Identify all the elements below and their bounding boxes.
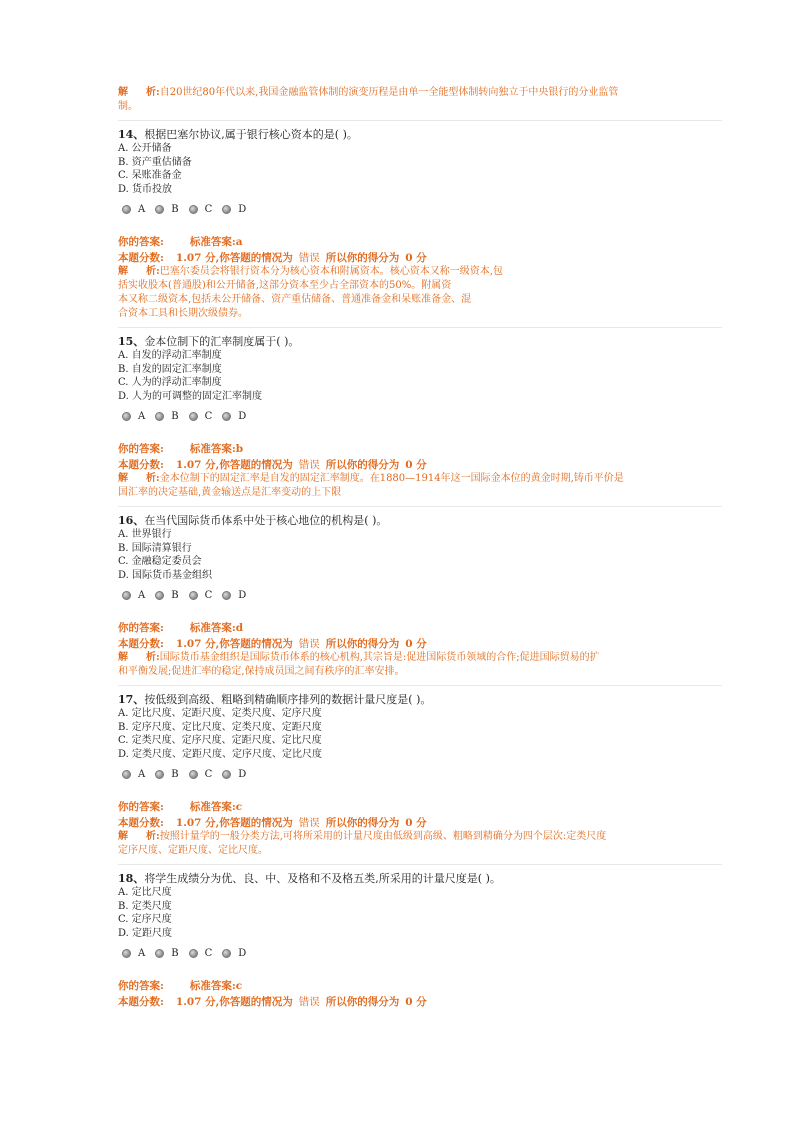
explanation-line	[118, 651, 722, 665]
option-item: C. 定序尺度	[118, 914, 172, 925]
status-value: 错误	[298, 459, 320, 471]
score-label: 本题分数:	[118, 638, 164, 650]
radio-label: B	[171, 947, 179, 959]
question-text: 金本位制下的汇率制度属于( )。	[144, 335, 300, 348]
score-row	[118, 995, 722, 1009]
option-item: B. 资产重估储备	[118, 156, 192, 168]
explanation-line	[118, 472, 722, 486]
radio-button-a[interactable]	[122, 770, 131, 779]
radio-label: D	[238, 589, 247, 601]
question-text: 根据巴塞尔协议,属于银行核心资本的是( )。	[144, 128, 358, 141]
explanation-line: 括实收股本(普通股)和公开储备,这部分资本至少占全部资本的50%。附属资	[118, 280, 452, 291]
standard-answer-value: c	[235, 980, 243, 992]
answer-row	[118, 621, 722, 635]
status-label: 你答题的情况为	[219, 638, 293, 650]
radio-label: B	[171, 589, 179, 601]
radio-button-a[interactable]	[122, 205, 131, 214]
option-item: C. 呆账准备金	[118, 170, 182, 181]
explanation-line: 国汇率的决定基础,黄金输送点是汇率变动的上下限	[118, 487, 342, 498]
standard-answer-label: 标准答案:	[189, 980, 236, 992]
explanation-line	[118, 86, 722, 100]
explanation-tag-2: 析:	[146, 652, 160, 663]
standard-answer-label: 标准答案:	[189, 622, 236, 634]
explanation-tag-2: 析:	[146, 473, 160, 484]
radio-button-c[interactable]	[189, 205, 198, 214]
score-label: 本题分数:	[118, 996, 164, 1008]
score-row	[118, 816, 722, 830]
standard-answer-label: 标准答案:	[189, 236, 236, 248]
score-label: 本题分数:	[118, 252, 164, 264]
status-value: 错误	[298, 252, 320, 264]
standard-answer-value: c	[235, 801, 243, 813]
option-item: B. 定序尺度、定比尺度、定类尺度、定距尺度	[118, 721, 322, 733]
standard-answer-value: b	[235, 443, 244, 455]
question-block	[118, 864, 722, 1009]
explanation-tag: 解	[118, 87, 128, 98]
radio-label: B	[171, 410, 179, 422]
explanation-tag: 解	[118, 831, 128, 842]
standard-answer-label: 标准答案:	[189, 801, 236, 813]
status-value: 错误	[298, 996, 320, 1008]
radio-label: D	[238, 203, 247, 215]
your-answer-label: 你的答案:	[118, 236, 164, 248]
explanation-line: 本又称二级资本,包括未公开储备、资产重估储备、普通准备金和呆账准备金、混	[118, 294, 472, 305]
question-text: 在当代国际货币体系中处于核心地位的机构是( )。	[144, 514, 388, 527]
question-number: 16、	[118, 514, 145, 527]
status-value: 错误	[298, 638, 320, 650]
option-item: C. 定类尺度、定序尺度、定距尺度、定比尺度	[118, 735, 322, 746]
radio-button-c[interactable]	[189, 412, 198, 421]
score-value: 1.07 分,	[175, 996, 220, 1008]
score-label: 本题分数:	[118, 817, 164, 829]
got-label: 所以你的得分为	[325, 996, 400, 1008]
answer-row	[118, 979, 722, 993]
explanation-text: 巴塞尔委员会将银行资本分为核心资本和附属资本。核心资本又称一级资本,包	[159, 266, 503, 277]
explanation-text: 金本位制下的固定汇率是自发的固定汇率制度。在1880—1914年这一国际金本位的黄金时期,铸币平价是	[159, 473, 624, 484]
standard-answer-label: 标准答案:	[189, 443, 236, 455]
question-text: 按低级到高级、粗略到精确顺序排列的数据计量尺度是( )。	[144, 693, 432, 706]
score-row	[118, 637, 722, 651]
explanation-line: 定序尺度、定距尺度、定比尺度。	[118, 845, 268, 856]
radio-label: D	[238, 410, 247, 422]
got-value: 0 分	[405, 817, 427, 829]
radio-button-d[interactable]	[222, 591, 231, 600]
exam-content	[118, 84, 722, 1009]
question-title	[118, 127, 722, 142]
answer-radio-group	[122, 408, 722, 424]
radio-button-c[interactable]	[189, 591, 198, 600]
answer-row	[118, 800, 722, 814]
answer-radio-group	[122, 201, 722, 217]
radio-label: C	[204, 410, 213, 422]
radio-button-d[interactable]	[222, 949, 231, 958]
score-row	[118, 251, 722, 265]
radio-label: A	[138, 768, 146, 780]
radio-button-d[interactable]	[222, 770, 231, 779]
explanation-line	[118, 830, 722, 844]
your-answer-label: 你的答案:	[118, 801, 164, 813]
standard-answer-value: d	[235, 622, 244, 634]
status-label: 你答题的情况为	[219, 817, 293, 829]
got-label: 所以你的得分为	[325, 817, 400, 829]
got-label: 所以你的得分为	[325, 638, 400, 650]
answer-radio-group	[122, 766, 722, 782]
radio-label: C	[204, 589, 213, 601]
option-item: C. 金融稳定委员会	[118, 556, 202, 567]
explanation-tag-2: 析:	[146, 87, 160, 98]
status-label: 你答题的情况为	[219, 252, 293, 264]
option-item: D. 定距尺度	[118, 927, 173, 939]
option-item: A. 定比尺度	[118, 887, 172, 898]
radio-button-d[interactable]	[222, 205, 231, 214]
question-title	[118, 334, 722, 349]
radio-button-c[interactable]	[189, 770, 198, 779]
got-value: 0 分	[405, 638, 427, 650]
your-answer-label: 你的答案:	[118, 443, 164, 455]
question-text: 将学生成绩分为优、良、中、及格和不及格五类,所采用的计量尺度是( )。	[144, 872, 501, 885]
question-title	[118, 692, 722, 707]
answer-row	[118, 235, 722, 249]
standard-answer-value: a	[235, 236, 243, 248]
got-value: 0 分	[405, 252, 427, 264]
explanation-tag-2: 析:	[146, 831, 160, 842]
score-value: 1.07 分,	[175, 638, 220, 650]
option-item: B. 定类尺度	[118, 900, 172, 912]
question-number: 17、	[118, 693, 145, 706]
option-item: B. 自发的固定汇率制度	[118, 363, 222, 375]
radio-button-b[interactable]	[155, 949, 164, 958]
score-value: 1.07 分,	[175, 252, 220, 264]
option-item: A. 定比尺度、定距尺度、定类尺度、定序尺度	[118, 708, 322, 719]
status-label: 你答题的情况为	[219, 996, 293, 1008]
radio-button-d[interactable]	[222, 412, 231, 421]
score-value: 1.07 分,	[175, 817, 220, 829]
got-value: 0 分	[405, 459, 427, 471]
got-value: 0 分	[405, 996, 427, 1008]
question-number: 14、	[118, 128, 145, 141]
option-item: A. 公开储备	[118, 143, 172, 154]
top-explanation	[118, 86, 722, 114]
question-block	[118, 506, 722, 679]
radio-label: A	[138, 589, 146, 601]
option-item: D. 人为的可调整的固定汇率制度	[118, 390, 263, 402]
got-label: 所以你的得分为	[325, 459, 400, 471]
option-item: B. 国际清算银行	[118, 542, 192, 554]
radio-button-b[interactable]	[155, 412, 164, 421]
radio-label: D	[238, 947, 247, 959]
explanation-tag-2: 析:	[146, 266, 160, 277]
option-item: D. 货币投放	[118, 183, 173, 195]
question-number: 15、	[118, 335, 145, 348]
radio-button-b[interactable]	[155, 205, 164, 214]
question-number: 18、	[118, 872, 145, 885]
explanation-line: 制。	[118, 101, 138, 112]
question-title	[118, 513, 722, 528]
explanation-line: 和平衡发展;促进汇率的稳定,保持成员国之间有秩序的汇率安排。	[118, 666, 405, 677]
radio-label: C	[204, 203, 213, 215]
explanation-tag: 解	[118, 473, 128, 484]
explanation-line	[118, 265, 722, 279]
radio-button-a[interactable]	[122, 949, 131, 958]
radio-label: A	[138, 203, 146, 215]
explanation-line: 合资本工具和长期次级债券。	[118, 308, 248, 319]
radio-label: C	[204, 768, 213, 780]
radio-label: B	[171, 768, 179, 780]
score-row	[118, 458, 722, 472]
score-value: 1.07 分,	[175, 459, 220, 471]
score-label: 本题分数:	[118, 459, 164, 471]
radio-button-b[interactable]	[155, 591, 164, 600]
radio-label: C	[204, 947, 213, 959]
question-title	[118, 871, 722, 886]
answer-radio-group	[122, 945, 722, 961]
question-block	[118, 327, 722, 500]
explanation-text: 自20世纪80年代以来,我国金融监管体制的演变历程是由单一全能型体制转向独立于中央银行的分业监管	[159, 87, 619, 98]
explanation-text: 按照计量学的一般分类方法,可将所采用的计量尺度由低级到高级、粗略到精确分为四个层次:定类尺度	[159, 831, 607, 842]
radio-label: A	[138, 410, 146, 422]
explanation-tag: 解	[118, 266, 128, 277]
radio-label: B	[171, 203, 179, 215]
got-label: 所以你的得分为	[325, 252, 400, 264]
radio-button-c[interactable]	[189, 949, 198, 958]
radio-button-a[interactable]	[122, 412, 131, 421]
option-item: C. 人为的浮动汇率制度	[118, 377, 222, 388]
radio-button-a[interactable]	[122, 591, 131, 600]
option-item: A. 世界银行	[118, 529, 172, 540]
radio-label: D	[238, 768, 247, 780]
radio-label: A	[138, 947, 146, 959]
question-block	[118, 685, 722, 858]
option-item: D. 定类尺度、定距尺度、定序尺度、定比尺度	[118, 748, 323, 760]
question-list	[118, 120, 722, 1009]
status-label: 你答题的情况为	[219, 459, 293, 471]
your-answer-label: 你的答案:	[118, 980, 164, 992]
your-answer-label: 你的答案:	[118, 622, 164, 634]
radio-button-b[interactable]	[155, 770, 164, 779]
status-value: 错误	[298, 817, 320, 829]
answer-row	[118, 442, 722, 456]
explanation-tag: 解	[118, 652, 128, 663]
explanation-text: 国际货币基金组织是国际货币体系的核心机构,其宗旨是:促进国际货币领域的合作;促进国际贸易的扩	[159, 652, 600, 663]
option-item: A. 自发的浮动汇率制度	[118, 350, 222, 361]
option-item: D. 国际货币基金组织	[118, 569, 213, 581]
answer-radio-group	[122, 587, 722, 603]
question-block	[118, 120, 722, 321]
